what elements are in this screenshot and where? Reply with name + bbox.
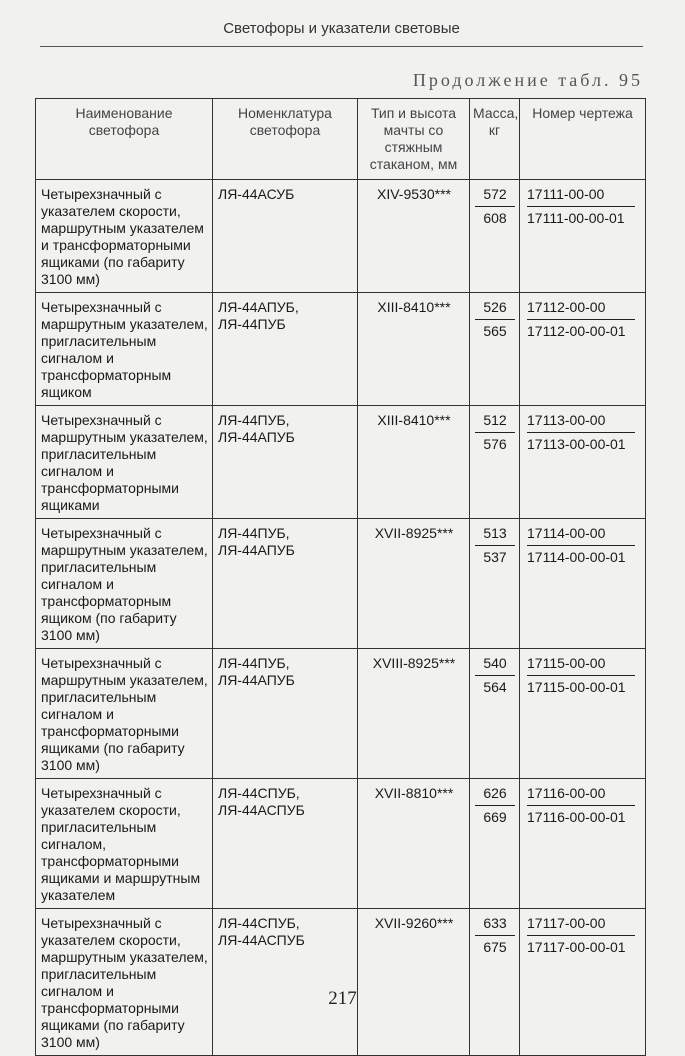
mass-top: 526 [475,299,515,320]
mass-bottom: 669 [483,809,507,825]
drawing-cell [520,909,646,1056]
mast-type: XVIII-8925*** [358,649,470,779]
signal-name: Четырехзначный с маршрутным указателем, пригласительным сигналом и трансформаторным ящиком [36,293,213,406]
drawing-bottom: 17111-00-00-01 [527,210,625,226]
signal-nomenclature: ЛЯ-44ПУБ, ЛЯ-44АПУБ [213,519,358,649]
drawing-cell [520,519,646,649]
mast-type: XVII-8925*** [358,519,470,649]
signal-nomenclature: ЛЯ-44АСУБ [213,180,358,293]
drawing-cell [520,779,646,909]
column-header: Номер чертежа [520,99,646,180]
table-row [36,519,646,649]
table-header-row [36,99,646,180]
drawing-bottom: 17114-00-00-01 [527,549,626,565]
column-header: Масса, кг [470,99,520,180]
signal-nomenclature: ЛЯ-44ПУБ, ЛЯ-44АПУБ [213,649,358,779]
signal-nomenclature: ЛЯ-44ПУБ, ЛЯ-44АПУБ [213,406,358,519]
drawing-top: 17114-00-00 [527,525,635,546]
table-row [36,909,646,1056]
drawing-cell [520,649,646,779]
mass-cell [470,779,520,909]
column-header: Номенклатура светофора [213,99,358,180]
mass-cell [470,649,520,779]
drawing-bottom: 17115-00-00-01 [527,679,626,695]
mass-bottom: 576 [483,436,507,452]
mass-bottom: 537 [483,549,507,565]
drawing-cell [520,406,646,519]
drawing-top: 17116-00-00 [527,785,635,806]
header-rule [40,46,643,47]
page-number: 217 [328,988,357,1009]
drawing-top: 17117-00-00 [527,915,635,936]
signal-name: Четырехзначный с маршрутным указателем, пригласительным сигналом и трансформаторными ящиками (по габариту 3100 мм) [36,649,213,779]
mass-cell [470,406,520,519]
drawing-bottom: 17113-00-00-01 [527,436,626,452]
mast-type: XVII-8810*** [358,779,470,909]
mass-cell [470,293,520,406]
mass-cell [470,909,520,1056]
drawing-top: 17111-00-00 [527,186,635,207]
signal-nomenclature: ЛЯ-44АПУБ, ЛЯ-44ПУБ [213,293,358,406]
drawing-cell [520,180,646,293]
mass-bottom: 608 [483,210,507,226]
mast-type: XVII-9260*** [358,909,470,1056]
mast-type: XIII-8410*** [358,293,470,406]
mass-bottom: 565 [483,323,507,339]
table-row [36,293,646,406]
signal-name: Четырехзначный с маршрутным указателем, пригласительным сигналом и трансформаторными ящиками [36,406,213,519]
drawing-top: 17115-00-00 [527,655,635,676]
signal-name: Четырехзначный с указателем скорости, маршрутным указателем и трансформаторными ящиками (по габариту 3100 мм) [36,180,213,293]
drawing-bottom: 17117-00-00-01 [527,939,626,955]
mass-top: 626 [475,785,515,806]
mast-type: XIV-9530*** [358,180,470,293]
table-row [36,180,646,293]
column-header: Тип и высота мачты со стяжным стаканом, мм [358,99,470,180]
drawing-top: 17113-00-00 [527,412,635,433]
signal-nomenclature: ЛЯ-44СПУБ, ЛЯ-44АСПУБ [213,909,358,1056]
mass-top: 513 [475,525,515,546]
mass-top: 512 [475,412,515,433]
running-title: Светофоры и указатели световые [223,20,460,37]
signal-name: Четырехзначный с указателем скорости, пригласительным сигналом, трансформаторными ящиками и маршрутным указателем [36,779,213,909]
mast-type: XIII-8410*** [358,406,470,519]
mass-bottom: 675 [483,939,507,955]
mass-top: 540 [475,655,515,676]
mass-top: 572 [475,186,515,207]
drawing-top: 17112-00-00 [527,299,635,320]
mass-top: 633 [475,915,515,936]
column-header: Наименование светофора [36,99,213,180]
table-row [36,406,646,519]
signal-name: Четырехзначный с указателем скорости, маршрутным указателем, пригласительным сигналом и трансформаторными ящиками (по габариту 3100 мм) [36,909,213,1056]
signal-nomenclature: ЛЯ-44СПУБ, ЛЯ-44АСПУБ [213,779,358,909]
table-continuation-label: Продолжение табл. 95 [412,70,643,90]
signal-spec-table [35,98,646,1056]
signal-name: Четырехзначный с маршрутным указателем, пригласительным сигналом и трансформаторным ящиком (по габариту 3100 мм) [36,519,213,649]
mass-cell [470,519,520,649]
mass-cell [470,180,520,293]
table-row [36,779,646,909]
drawing-bottom: 17112-00-00-01 [527,323,626,339]
drawing-bottom: 17116-00-00-01 [527,809,626,825]
drawing-cell [520,293,646,406]
table-row [36,649,646,779]
mass-bottom: 564 [483,679,507,695]
